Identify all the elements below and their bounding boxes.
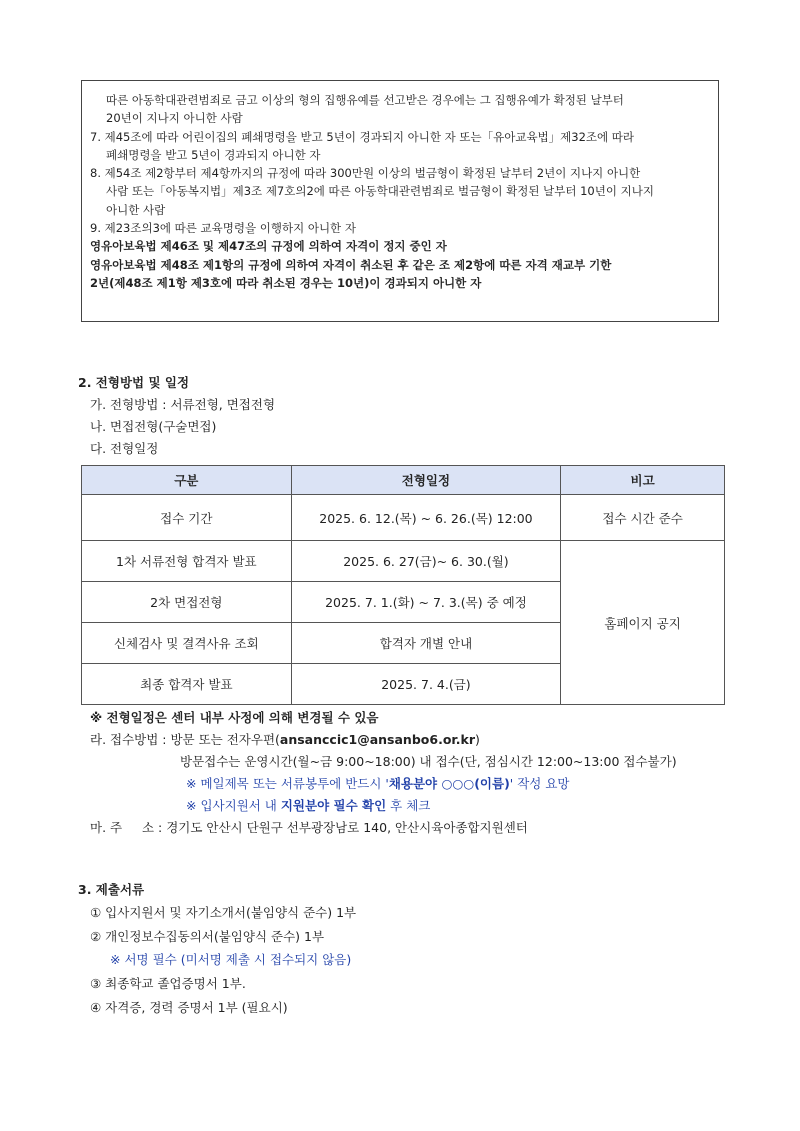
table-header-row: [82, 466, 725, 495]
box-line-bold: 영유아보육법 제46조 및 제47조의 규정에 의하여 자격이 정지 중인 자: [90, 239, 447, 254]
document-item: ① 입사지원서 및 자기소개서(붙임양식 준수) 1부: [90, 905, 357, 920]
schedule-heading: 다. 전형일정: [90, 441, 159, 456]
mail-title-note-pre: ※ 메일제목 또는 서류봉투에 반드시 ': [186, 776, 389, 791]
address: 마. 주 소 : 경기도 안산시 단원구 선부광장남로 140, 안산시육아종합지원센터: [90, 820, 528, 835]
box-line: 사람 또는「아동복지법」제3조 제7호의2에 따른 아동학대관련범죄로 벌금형이 확정된 날부터 10년이 지나지: [106, 184, 654, 199]
field-check-note-post: 후 체크: [386, 798, 431, 813]
email-address[interactable]: ansanccic1@ansanbo6.or.kr: [279, 732, 476, 747]
submission-method: [90, 730, 480, 748]
mail-title-note-post: ' 작성 요망: [509, 776, 570, 791]
signature-note: ※ 서명 필수 (미서명 제출 시 접수되지 않음): [110, 952, 352, 967]
row-date: 2025. 7. 4.(금): [291, 664, 561, 705]
table-row: [82, 495, 725, 541]
field-check-note-pre: ※ 입사지원서 내: [186, 798, 281, 813]
box-line: 9. 제23조의3에 따른 교육명령을 이행하지 아니한 자: [90, 221, 356, 236]
schedule-change-notice: ※ 전형일정은 센터 내부 사정에 의해 변경될 수 있음: [90, 710, 379, 725]
row-label: 최종 합격자 발표: [82, 664, 292, 705]
visit-hours: 방문접수는 운영시간(월~금 9:00~18:00) 내 접수(단, 점심시간 12:00~13:00 접수불가): [180, 754, 677, 769]
row-label: 2차 면접전형: [82, 582, 292, 623]
box-line: 따른 아동학대관련범죄로 금고 이상의 형의 집행유예를 선고받은 경우에는 그 집행유예가 확정된 날부터: [106, 93, 624, 107]
mail-title-note-bold: 채용분야 ○○○(이름): [388, 776, 510, 791]
row-label: 접수 기간: [82, 495, 292, 541]
mail-title-note: [186, 774, 569, 792]
header-schedule: 전형일정: [291, 466, 561, 495]
box-line: 폐쇄명령을 받고 5년이 경과되지 아니한 자: [106, 147, 321, 162]
row-label: 1차 서류전형 합격자 발표: [82, 541, 292, 582]
field-check-note: [186, 796, 430, 814]
section-2-title: 2. 전형방법 및 일정: [78, 375, 190, 390]
submission-method-prefix: 라. 접수방법 : 방문 또는 전자우편(: [90, 732, 280, 747]
box-line: 8. 제54조 제2항부터 제4항까지의 규정에 따라 300만원 이상의 벌금형이 확정된 날부터 2년이 지나지 아니한: [90, 166, 641, 181]
document-item: ③ 최종학교 졸업증명서 1부.: [90, 976, 246, 991]
section-3-title: 3. 제출서류: [78, 882, 145, 897]
row-date: 2025. 6. 12.(목) ~ 6. 26.(목) 12:00: [291, 495, 561, 541]
row-date: 2025. 6. 27(금)~ 6. 30.(월): [291, 541, 561, 582]
document-item: ④ 자격증, 경력 증명서 1부 (필요시): [90, 1000, 288, 1015]
document-item: ② 개인정보수집동의서(붙임양식 준수) 1부: [90, 929, 325, 944]
schedule-table: [81, 465, 725, 705]
box-line: 20년이 지나지 아니한 사람: [106, 111, 243, 126]
row-note: 접수 시간 준수: [561, 495, 725, 541]
table-row: [82, 541, 725, 582]
homepage-notice-cell: 홈페이지 공지: [561, 541, 725, 705]
box-line: 7. 제45조에 따라 어린이집의 폐쇄명령을 받고 5년이 경과되지 아니한 자 또는「유아교육법」제32조에 따라: [90, 129, 635, 144]
box-line: 아니한 사람: [106, 202, 166, 217]
field-check-note-bold: 지원분야 필수 확인: [280, 798, 387, 813]
row-label: 신체검사 및 결격사유 조회: [82, 623, 292, 664]
box-line-bold: 2년(제48조 제1항 제3호에 따라 취소된 경우는 10년)이 경과되지 아니한 자: [90, 275, 482, 290]
header-note: 비고: [561, 466, 725, 495]
header-category: 구분: [82, 466, 292, 495]
interview-type: 나. 면접전형(구술면접): [90, 419, 217, 434]
selection-method: 가. 전형방법 : 서류전형, 면접전형: [90, 397, 276, 412]
row-date: 2025. 7. 1.(화) ~ 7. 3.(목) 중 예정: [291, 582, 561, 623]
row-date: 합격자 개별 안내: [291, 623, 561, 664]
submission-method-suffix: ): [475, 732, 480, 747]
box-line-bold: 영유아보육법 제48조 제1항의 규정에 의하여 자격이 취소된 후 같은 조 제2항에 따른 자격 재교부 기한: [90, 257, 612, 272]
eligibility-box: [81, 80, 719, 322]
